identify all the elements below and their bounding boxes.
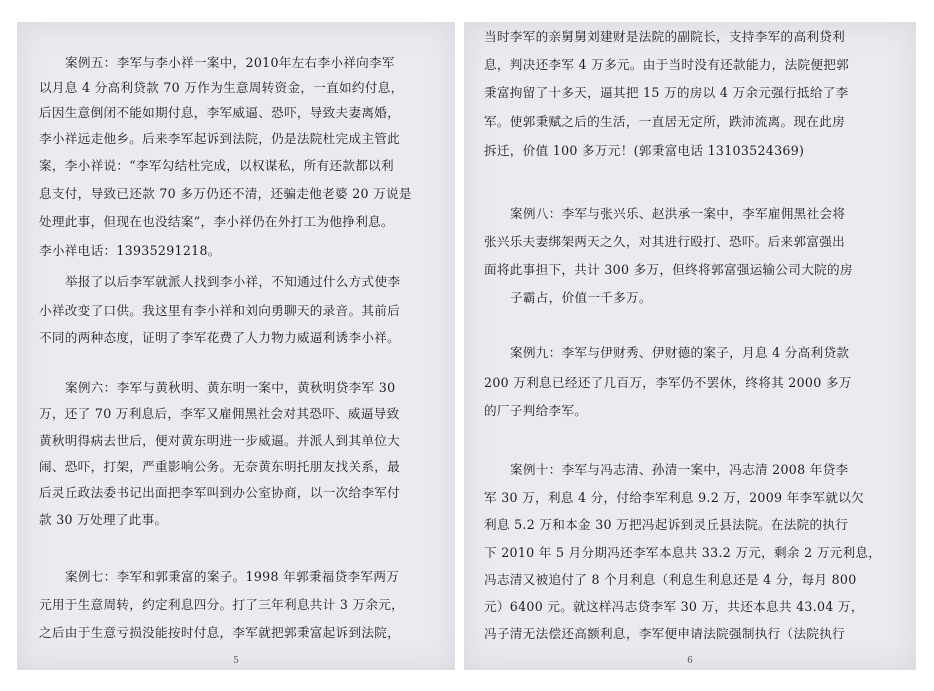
text-line: 闹、恐吓，打架，严重影响公务。无奈黄东明托朋友找关系，最	[39, 459, 401, 474]
text-line: 息，判决还李军 4 万多元。由于当时没有还款能力，法院便把郭	[484, 57, 850, 72]
text-line: 案例九：李军与伊财秀、伊财德的案子，月息 4 分高利贷款	[510, 345, 850, 360]
text-line: 以月息 4 分高利贷款 70 万作为生意周转资金，一直如约付息，	[39, 80, 404, 95]
text-line: 冯子清无法偿还高额利息，李军便申请法院强制执行（法院执行	[484, 626, 846, 641]
document-page-right	[464, 22, 916, 670]
text-line: 元）6400 元。就这样冯志贷李军 30 万，共还本息共 43.04 万，	[484, 599, 864, 614]
text-line: 处理此事，但现在也没结案”，李小祥仍在外打工为他挣利息。	[39, 214, 394, 229]
text-line: 利息 5.2 万和本金 30 万把冯起诉到灵丘县法院。在法院的执行	[484, 517, 849, 532]
text-line: 案例七：李军和郭秉富的案子。1998 年郭秉福贷李军两万	[65, 569, 400, 584]
text-line: 黄秋明得病去世后，便对黄东明进一步威逼。并派人到其单位大	[39, 433, 401, 448]
text-line: 拆迁，价值 100 多万元！(郭秉富电话 13103524369)	[484, 143, 805, 158]
text-line: 款 30 万处理了此事。	[39, 512, 168, 527]
text-line: 面将此事担下，共计 300 多万，但终将郭富强运输公司大院的房	[484, 262, 853, 277]
text-line: 后灵丘政法委书记出面把李军叫到办公室协商，以一次给李军付	[39, 485, 401, 500]
text-line: 息支付，导致已还款 70 多万仍还不清，还骗走他老婆 20 万说是	[39, 186, 412, 201]
page-number: 6	[687, 656, 693, 666]
text-line: 李小祥远走他乡。后来李军起诉到法院，仍是法院杜完成主管此	[39, 131, 401, 146]
text-line: 不同的两种态度，证明了李军花费了人力物力威逼利诱李小祥。	[39, 330, 401, 345]
text-line: 举报了以后李军就派人找到李小祥，不知通过什么方式使李	[65, 274, 401, 289]
text-line: 元用于生意周转，约定利息四分。打了三年利息共计 3 万余元，	[39, 597, 405, 612]
text-line: 案例六：李军与黄秋明、黄东明一案中，黄秋明贷李军 30	[65, 380, 396, 395]
text-line: 案，李小祥说：“李军勾结杜完成，以权谋私，所有还款都以利	[39, 158, 394, 173]
document-page-left	[17, 22, 455, 670]
text-line: 冯志清又被追付了 8 个月利息（利息生利息还是 4 分，每月 800	[484, 572, 857, 587]
text-line: 200 万利息已经还了几百万，李军仍不罢休，终将其 2000 多万	[484, 375, 852, 390]
text-line: 子霸占，价值一千多万。	[510, 290, 652, 305]
text-line: 军 30 万，利息 4 分，付给李军利息 9.2 万，2009 年李军就以欠	[484, 490, 865, 505]
text-line: 秉富拘留了十多天，逼其把 15 万的房以 4 万余元强行抵给了李	[484, 85, 849, 100]
text-line: 案例八：李军与张兴乐、赵洪承一案中，李军雇佣黑社会将	[510, 206, 846, 221]
text-line: 之后由于生意亏损没能按时付息，李军就把郭秉富起诉到法院，	[39, 625, 401, 640]
text-line: 当时李军的亲舅舅刘建财是法院的副院长，支持李军的高利贷利	[484, 29, 846, 44]
page-number: 5	[233, 656, 239, 666]
text-line: 案例十：李军与冯志清、孙清一案中，冯志清 2008 年贷李	[510, 462, 849, 477]
text-line: 下 2010 年 5 月分期冯还李军本息共 33.2 万元，剩余 2 万元利息，	[484, 545, 882, 560]
text-line: 后因生意倒闭不能如期付息，李军威逼、恐吓，导致夫妻离婚，	[39, 105, 401, 120]
page-right-text	[464, 22, 916, 670]
text-line: 的厂子判给李军。	[484, 403, 588, 418]
text-line: 李小祥电话：13935291218。	[39, 243, 221, 258]
text-line: 张兴乐夫妻绑架两天之久，对其进行殴打、恐吓。后来郭富强出	[484, 234, 846, 249]
text-line: 万，还了 70 万利息后，李军又雇佣黑社会对其恐吓、威逼导致	[39, 406, 400, 421]
text-line: 军。使郭秉赋之后的生活，一直居无定所，跌沛流离。现在此房	[484, 114, 846, 129]
text-line: 案例五：李军与李小祥一案中，2010年左右李小祥向李军	[65, 55, 395, 70]
text-line: 小祥改变了口供。我这里有李小祥和刘向勇聊天的录音。其前后	[39, 303, 401, 318]
page-left-text	[17, 22, 455, 670]
